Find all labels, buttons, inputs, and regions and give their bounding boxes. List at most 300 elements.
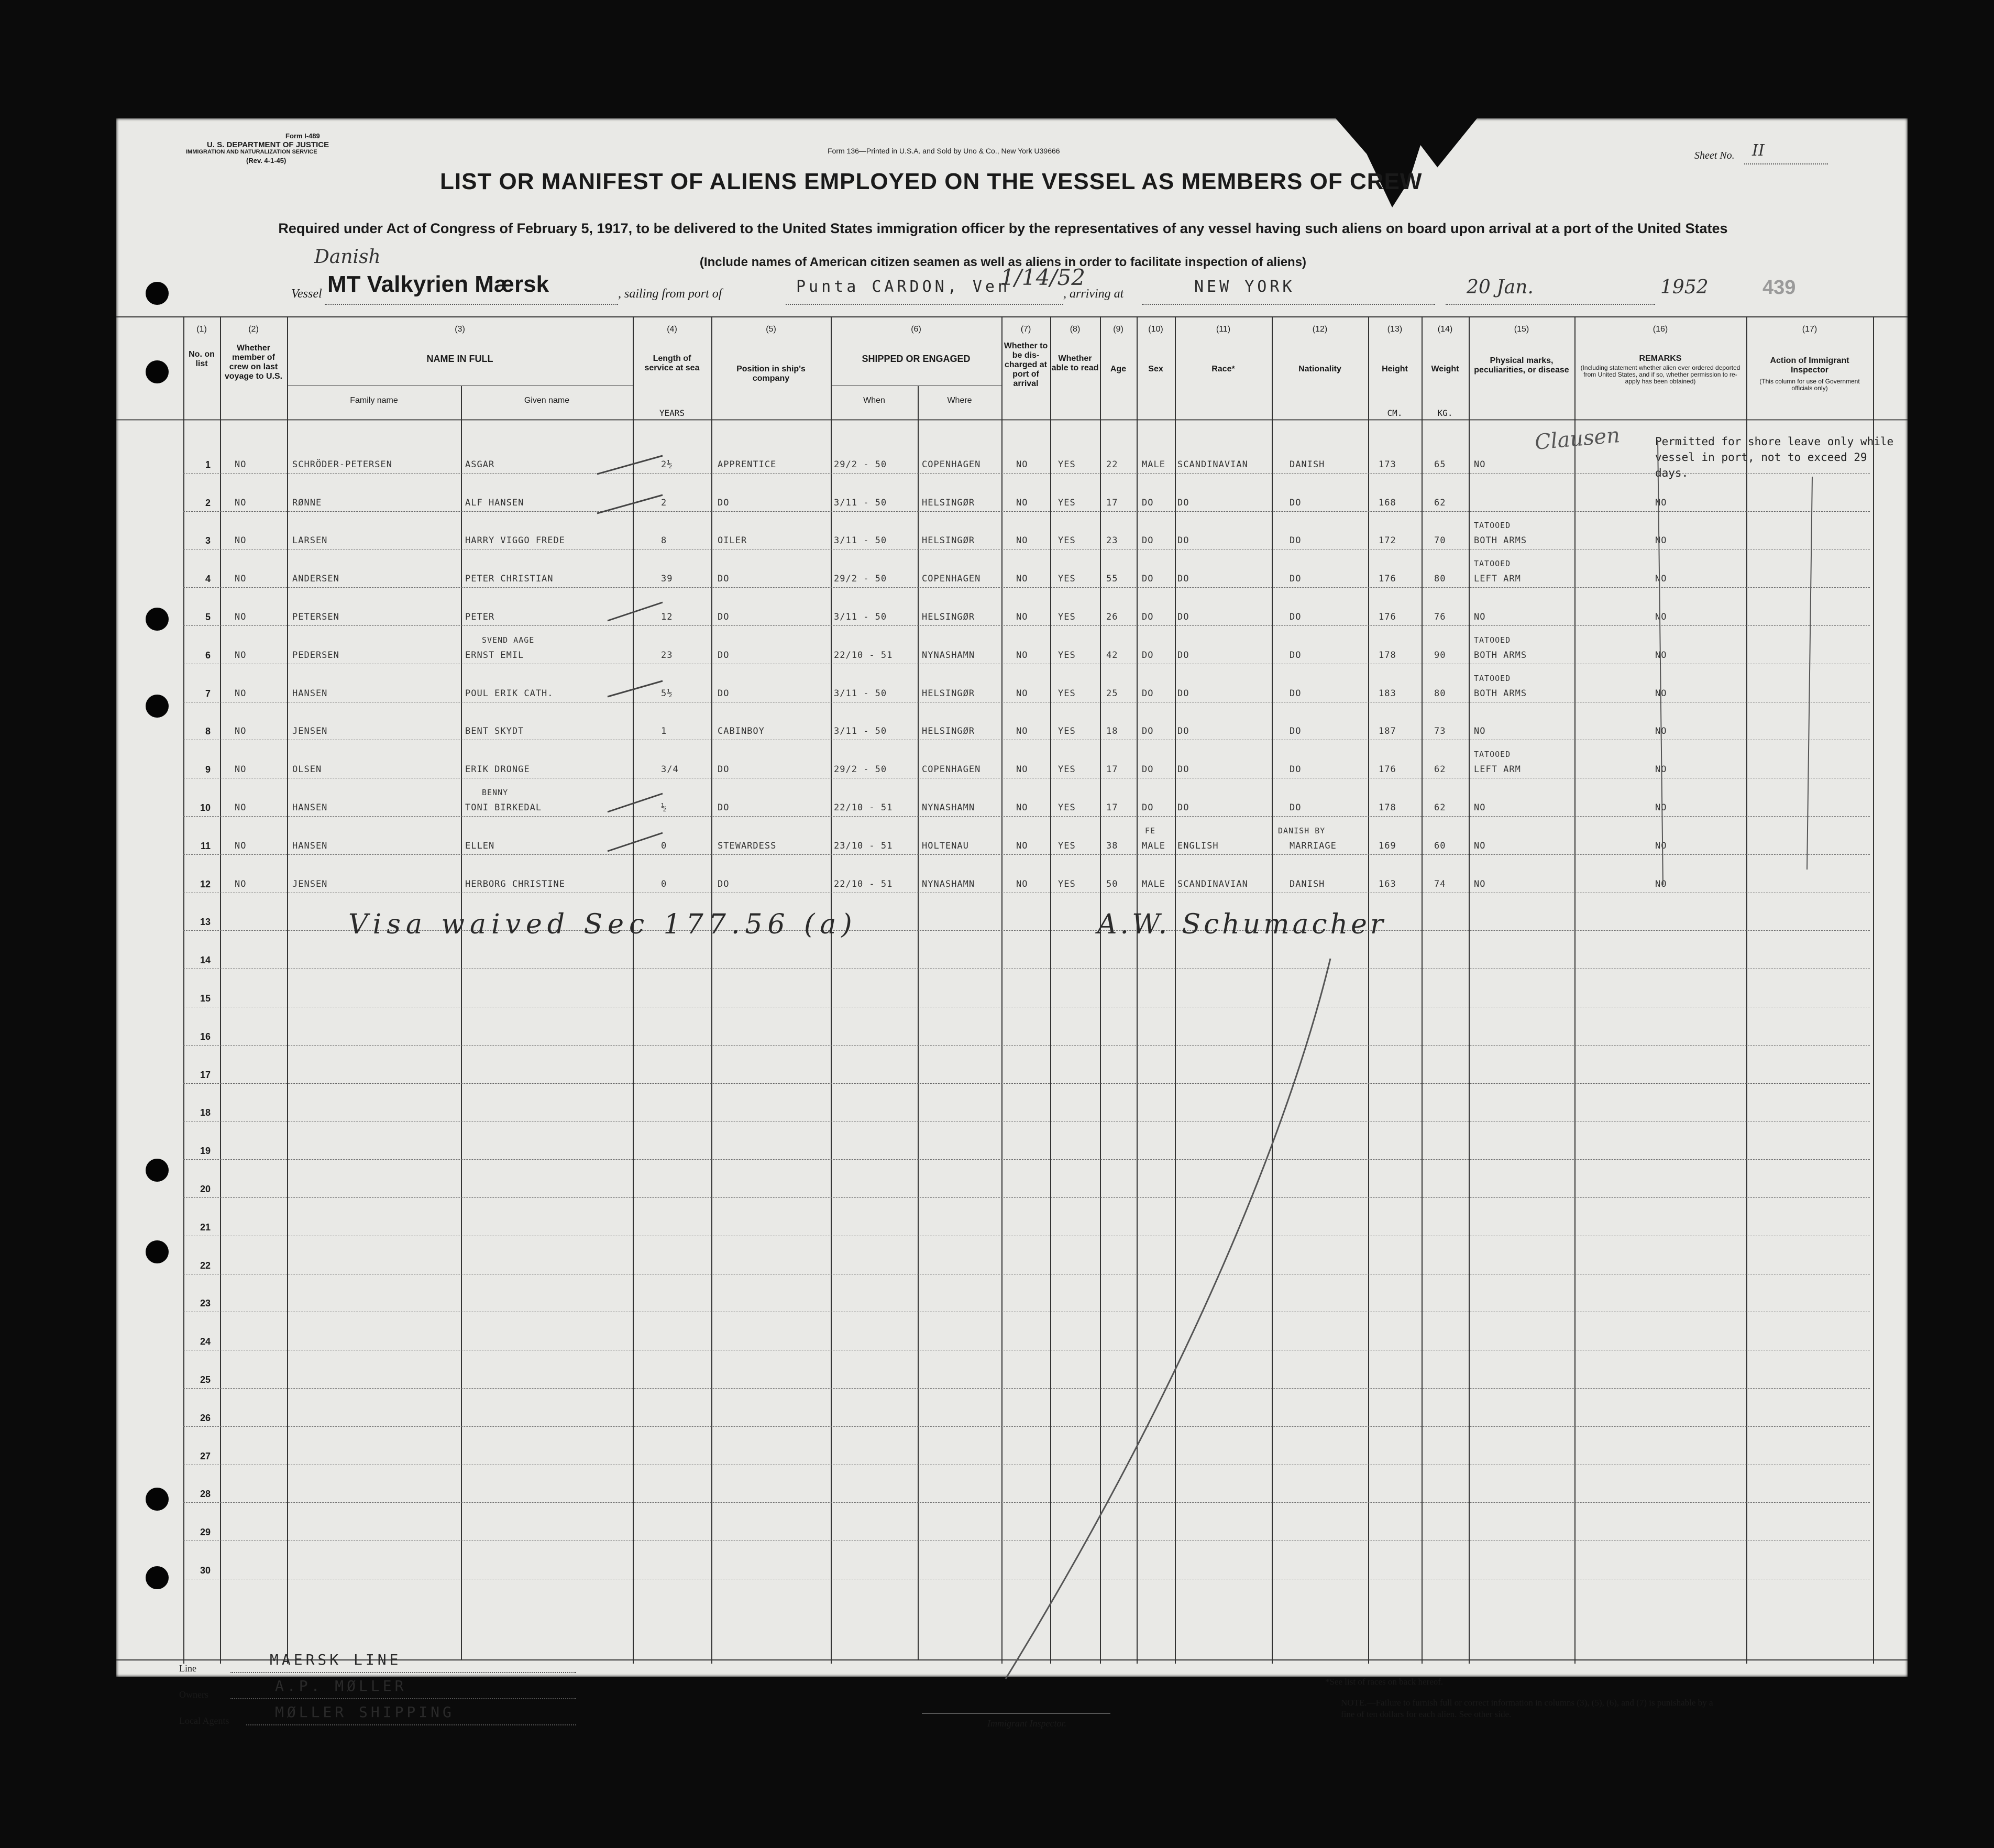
cell-sex: DO [1142, 498, 1154, 508]
visa-note: Visa waived Sec 177.56 (a) [348, 909, 857, 940]
sheet-number: II [1752, 141, 1765, 160]
cell-rem: NO [1655, 726, 1667, 736]
cell-when: 29/2 - 50 [834, 764, 887, 775]
cell-sex: DO [1142, 764, 1154, 775]
cell-where: HELSINGØR [922, 535, 975, 546]
cell-age: 18 [1106, 726, 1118, 736]
tick-mark [608, 681, 663, 697]
line-label: Line [179, 1663, 196, 1674]
cell-read: YES [1058, 498, 1076, 508]
cell-ht: 169 [1379, 841, 1396, 851]
printer-note: Form 136—Printed in U.S.A. and Sold by Uno & Co., New York U39666 [828, 147, 1060, 155]
cell-ht: 176 [1379, 574, 1396, 584]
inspector-signature: A.W. Schumacher [1097, 909, 1386, 940]
flag-note: Danish [314, 246, 381, 268]
col-header-family: Family name [350, 396, 398, 405]
cell-wt: 90 [1434, 650, 1446, 661]
cell-when: 22/10 - 51 [834, 879, 893, 889]
cell-pos: DO [718, 802, 730, 813]
cell-read: YES [1058, 574, 1076, 584]
col-header-discharged: Whether to be dis-charged at port of arrival [1004, 342, 1048, 388]
cell-last: NO [235, 650, 247, 661]
owners-underline [230, 1698, 576, 1699]
cell-given: ASGAR [465, 459, 495, 470]
col-header-height: Height [1382, 365, 1408, 373]
cell-sex: DO [1142, 574, 1154, 584]
cell-nat: DO [1290, 498, 1302, 508]
cell-svc: 2½ [661, 459, 673, 470]
col-unit-years: YEARS [659, 408, 685, 418]
cell-read: YES [1058, 688, 1076, 699]
cell-svc: 12 [661, 612, 673, 622]
action-bracket [1807, 477, 1812, 870]
cell-where: HELSINGØR [922, 498, 975, 508]
col-header-when: When [863, 396, 885, 405]
cell-family: PEDERSEN [292, 650, 339, 661]
cell-nat: DO [1290, 802, 1302, 813]
cell-pos: DO [718, 498, 730, 508]
cell-when: 3/11 - 50 [834, 726, 887, 736]
col-header-remarks: REMARKS [1639, 354, 1682, 363]
cell-ht: 178 [1379, 802, 1396, 813]
arriving-label: , arriving at [1063, 287, 1124, 301]
cell-marks: NO [1474, 726, 1486, 736]
col-num: (10) [1148, 325, 1163, 334]
cell-given: PETER [465, 612, 495, 622]
cell-nat: DO [1290, 764, 1302, 775]
cell-read: YES [1058, 459, 1076, 470]
cell-ht: 172 [1379, 535, 1396, 546]
cell-age: 42 [1106, 650, 1118, 661]
cell-age: 38 [1106, 841, 1118, 851]
row-number: 2 [205, 498, 211, 508]
cell-where: HELSINGØR [922, 612, 975, 622]
cell-when: 29/2 - 50 [834, 459, 887, 470]
cell-when: 3/11 - 50 [834, 612, 887, 622]
row-number: 10 [200, 802, 211, 813]
col-num: (9) [1113, 325, 1123, 334]
cell-marks: BOTH ARMS [1474, 650, 1527, 661]
col-num: (2) [248, 325, 259, 334]
inspector-label: Immigrant Inspector. [987, 1718, 1066, 1729]
cell-sex: MALE [1142, 459, 1165, 470]
cell-where: HELSINGØR [922, 726, 975, 736]
row-number: 24 [200, 1336, 211, 1347]
vessel-label: Vessel [291, 287, 322, 301]
cell-svc: 1 [661, 726, 667, 736]
cell-dis: NO [1016, 764, 1028, 775]
cell-last: NO [235, 574, 247, 584]
cell-marks: NO [1474, 841, 1486, 851]
cell-age: 23 [1106, 535, 1118, 546]
col-num: (11) [1216, 325, 1231, 334]
cell-given-above: BENNY [482, 788, 509, 797]
cell-dis: NO [1016, 688, 1028, 699]
col-num: (13) [1387, 325, 1403, 334]
col-header-where: Where [947, 396, 972, 405]
row-number: 19 [200, 1146, 211, 1156]
race-note: *See list of races on back hereof. [1325, 1677, 1444, 1687]
agents-value: MØLLER SHIPPING [275, 1703, 455, 1721]
cell-where: HOLTENAU [922, 841, 969, 851]
cell-dis: NO [1016, 612, 1028, 622]
cell-rem: NO [1655, 879, 1667, 889]
cell-where: COPENHAGEN [922, 574, 981, 584]
cell-when: 29/2 - 50 [834, 574, 887, 584]
cell-race: DO [1177, 612, 1189, 622]
cell-given: ELLEN [465, 841, 495, 851]
cell-sex: DO [1142, 802, 1154, 813]
cell-wt: 74 [1434, 879, 1446, 889]
cell-pos: DO [718, 612, 730, 622]
col-header-weight: Weight [1431, 365, 1459, 373]
cell-wt: 76 [1434, 612, 1446, 622]
cell-svc: 3/4 [661, 764, 679, 775]
cell-where: COPENHAGEN [922, 459, 981, 470]
cell-rem: NO [1655, 612, 1667, 622]
cell-age: 55 [1106, 574, 1118, 584]
cell-wt: 80 [1434, 574, 1446, 584]
cell-family: PETERSEN [292, 612, 339, 622]
col-header-no: No. on list [189, 350, 215, 368]
cell-pos: APPRENTICE [718, 459, 777, 470]
cell-where: NYNASHAMN [922, 650, 975, 661]
cell-family: JENSEN [292, 726, 328, 736]
cell-rem: NO [1655, 688, 1667, 699]
cell-where: HELSINGØR [922, 688, 975, 699]
col-num: (3) [455, 325, 465, 334]
row-number: 27 [200, 1451, 211, 1461]
sailing-date: 1/14/52 [1000, 265, 1085, 290]
row-number: 23 [200, 1298, 211, 1308]
tick-mark [608, 794, 663, 812]
cell-nat: DO [1290, 535, 1302, 546]
row-number: 4 [205, 574, 211, 584]
cell-age: 50 [1106, 879, 1118, 889]
sailing-port: Punta CARDON, Ven [796, 278, 1011, 296]
cell-last: NO [235, 459, 247, 470]
cell-rem: NO [1655, 764, 1667, 775]
line-value: MAERSK LINE [270, 1651, 402, 1668]
cell-svc: ½ [661, 802, 667, 813]
cell-dis: NO [1016, 879, 1028, 889]
row-number: 9 [205, 764, 211, 775]
cell-dis: NO [1016, 841, 1028, 851]
cell-rem: NO [1655, 535, 1667, 546]
col-unit-cm: CM. [1387, 408, 1403, 418]
cell-last: NO [235, 879, 247, 889]
cell-marks: NO [1474, 612, 1486, 622]
cell-pos: CABINBOY [718, 726, 765, 736]
cell-family: ANDERSEN [292, 574, 339, 584]
cell-sex: DO [1142, 612, 1154, 622]
cell-marks: LEFT ARM [1474, 574, 1521, 584]
cell-sex: DO [1142, 688, 1154, 699]
cell-given: ALF HANSEN [465, 498, 524, 508]
cell-family: OLSEN [292, 764, 322, 775]
col-subheader-remarks: (Including statement whether alien ever ordered deported from United States, and if so, whether permission to re-apply has been obtained) [1580, 364, 1740, 385]
cell-ht: 178 [1379, 650, 1396, 661]
cell-dis: NO [1016, 802, 1028, 813]
cell-marks: LEFT ARM [1474, 764, 1521, 775]
owners-label: Owners [179, 1689, 208, 1700]
cell-read: YES [1058, 879, 1076, 889]
col-num: (1) [196, 325, 207, 334]
cell-dis: NO [1016, 650, 1028, 661]
cell-last: NO [235, 612, 247, 622]
cell-last: NO [235, 802, 247, 813]
cell-rem: NO [1655, 650, 1667, 661]
cell-pos: STEWARDESS [718, 841, 777, 851]
subtitle: Required under Act of Congress of February 5, 1917, to be delivered to the United States immigration officer by the representatives of any vessel having such aliens on board upon arrival at a port of the United States [278, 221, 1728, 236]
col-num: (4) [667, 325, 677, 334]
row-number: 12 [200, 879, 211, 889]
cell-rem: NO [1655, 802, 1667, 813]
col-header-action: Action of Immigrant Inspector [1770, 356, 1849, 375]
cell-pos: DO [718, 879, 730, 889]
cell-family: RØNNE [292, 498, 322, 508]
cell-when: 23/10 - 51 [834, 841, 893, 851]
col-header-given: Given name [524, 396, 570, 405]
cell-ht: 176 [1379, 764, 1396, 775]
tick-mark [608, 602, 663, 621]
cell-read: YES [1058, 841, 1076, 851]
cell-marks-above: TATOOED [1474, 635, 1511, 645]
col-num: (6) [911, 325, 921, 334]
owners-value: A.P. MØLLER [275, 1677, 407, 1695]
row-number: 16 [200, 1031, 211, 1042]
cell-last: NO [235, 764, 247, 775]
department: U. S. DEPARTMENT OF JUSTICE [207, 140, 329, 149]
cell-family: LARSEN [292, 535, 328, 546]
cell-last: NO [235, 498, 247, 508]
include-note: (Include names of American citizen seamen as well as aliens in order to facilitate inspection of aliens) [699, 255, 1307, 269]
cell-rem: NO [1655, 841, 1667, 851]
cell-given: TONI BIRKEDAL [465, 802, 542, 813]
row-number: 7 [205, 688, 211, 699]
cell-rem: NO [1655, 574, 1667, 584]
cell-dis: NO [1016, 498, 1028, 508]
col-header-race: Race* [1211, 365, 1235, 373]
cell-read: YES [1058, 650, 1076, 661]
cell-race: ENGLISH [1177, 841, 1219, 851]
row-number: 17 [200, 1070, 211, 1080]
col-header-last-voyage: Whether member of crew on last voyage to U.S. [224, 344, 283, 381]
cell-last: NO [235, 841, 247, 851]
cell-last: NO [235, 726, 247, 736]
cell-sex: DO [1142, 535, 1154, 546]
row-number: 22 [200, 1260, 211, 1271]
remarks-stamp: Permitted for shore leave only while vessel in port, not to exceed 29 days. [1655, 435, 1894, 479]
row-number: 3 [205, 535, 211, 546]
sailing-label: , sailing from port of [618, 287, 722, 301]
cell-where: NYNASHAMN [922, 802, 975, 813]
cell-read: YES [1058, 764, 1076, 775]
cell-svc: 0 [661, 879, 667, 889]
cell-race: SCANDINAVIAN [1177, 459, 1248, 470]
cell-age: 17 [1106, 764, 1118, 775]
col-num: (7) [1020, 325, 1031, 334]
row-number: 18 [200, 1107, 211, 1118]
row-number: 5 [205, 612, 211, 622]
cell-svc: 2 [661, 498, 667, 508]
tick-mark [608, 833, 663, 851]
cell-wt: 80 [1434, 688, 1446, 699]
cell-read: YES [1058, 535, 1076, 546]
vessel-name: MT Valkyrien Mærsk [327, 271, 549, 297]
row-number: 26 [200, 1413, 211, 1423]
row-number: 30 [200, 1565, 211, 1576]
row-number: 14 [200, 955, 211, 965]
cell-read: YES [1058, 802, 1076, 813]
row-number: 21 [200, 1222, 211, 1233]
row-number: 29 [200, 1527, 211, 1537]
remarks-signature: Clausen [1534, 423, 1621, 455]
cell-ht: 176 [1379, 612, 1396, 622]
cell-given: BENT SKYDT [465, 726, 524, 736]
cell-ht: 183 [1379, 688, 1396, 699]
cell-race: SCANDINAVIAN [1177, 879, 1248, 889]
cell-nat: MARRIAGE [1290, 841, 1337, 851]
cell-marks-above: TATOOED [1474, 521, 1511, 530]
row-number: 15 [200, 993, 211, 1004]
cancel-line [1006, 959, 1330, 1679]
cell-when: 3/11 - 50 [834, 535, 887, 546]
cell-race: DO [1177, 498, 1189, 508]
cell-wt: 70 [1434, 535, 1446, 546]
cell-given-above: SVEND AAGE [482, 635, 535, 645]
cell-race: DO [1177, 574, 1189, 584]
col-header-read: Whether able to read [1051, 354, 1099, 372]
cell-wt: 62 [1434, 498, 1446, 508]
tick-mark [597, 456, 663, 474]
row-number: 28 [200, 1489, 211, 1499]
arriving-port: NEW YORK [1194, 278, 1295, 296]
cell-nat: DANISH [1290, 879, 1325, 889]
cell-rem: NO [1655, 498, 1667, 508]
cell-family: SCHRÖDER-PETERSEN [292, 459, 392, 470]
stamp-number: 439 [1762, 277, 1796, 299]
cell-read: YES [1058, 726, 1076, 736]
remarks-bracket [1658, 440, 1663, 885]
cell-sex: DO [1142, 650, 1154, 661]
col-num: (8) [1070, 325, 1081, 334]
cell-when: 22/10 - 51 [834, 650, 893, 661]
cell-when: 3/11 - 50 [834, 688, 887, 699]
cell-svc: 23 [661, 650, 673, 661]
cell-family: JENSEN [292, 879, 328, 889]
cell-age: 25 [1106, 688, 1118, 699]
cell-age: 17 [1106, 498, 1118, 508]
cell-race: DO [1177, 726, 1189, 736]
cell-marks: BOTH ARMS [1474, 688, 1527, 699]
cell-family: HANSEN [292, 688, 328, 699]
cell-age: 26 [1106, 612, 1118, 622]
cell-pos: DO [718, 764, 730, 775]
cell-given: PETER CHRISTIAN [465, 574, 554, 584]
cell-wt: 60 [1434, 841, 1446, 851]
cell-dis: NO [1016, 574, 1028, 584]
cell-marks-above: TATOOED [1474, 750, 1511, 759]
row-number: 11 [200, 841, 211, 851]
revision: (Rev. 4-1-45) [246, 157, 287, 164]
col-header-age: Age [1110, 365, 1127, 373]
cell-last: NO [235, 688, 247, 699]
cell-pos: OILER [718, 535, 747, 546]
col-num: (16) [1653, 325, 1668, 334]
cell-family: HANSEN [292, 841, 328, 851]
penalty-note [1341, 1697, 1728, 1720]
cell-wt: 73 [1434, 726, 1446, 736]
cell-nat: DO [1290, 612, 1302, 622]
cell-sex: MALE [1142, 879, 1165, 889]
cell-dis: NO [1016, 726, 1028, 736]
cell-dis: NO [1016, 535, 1028, 546]
row-number: 25 [200, 1374, 211, 1385]
cell-marks: NO [1474, 802, 1486, 813]
cell-given: POUL ERIK CATH. [465, 688, 554, 699]
cell-marks: BOTH ARMS [1474, 535, 1527, 546]
cell-last: NO [235, 535, 247, 546]
col-header-shipped: SHIPPED OR ENGAGED [862, 354, 971, 364]
cell-when: 22/10 - 51 [834, 802, 893, 813]
col-num: (17) [1802, 325, 1817, 334]
cell-where: NYNASHAMN [922, 879, 975, 889]
cell-age: 17 [1106, 802, 1118, 813]
cell-given: ERNST EMIL [465, 650, 524, 661]
page-title: LIST OR MANIFEST OF ALIENS EMPLOYED ON THE VESSEL AS MEMBERS OF CREW [440, 169, 1423, 194]
cell-marks-above: TATOOED [1474, 559, 1511, 568]
inspector-underline [922, 1713, 1110, 1714]
tick-mark [597, 495, 663, 513]
form-number: Form I-489 [285, 132, 320, 140]
note-label: NOTE. [1341, 1698, 1367, 1708]
row-number: 20 [200, 1184, 211, 1194]
col-header-nationality: Nationality [1298, 365, 1341, 373]
cell-wt: 62 [1434, 802, 1446, 813]
cell-nat: DO [1290, 650, 1302, 661]
row-number: 6 [205, 650, 211, 661]
cell-race: DO [1177, 535, 1189, 546]
col-num: (14) [1437, 325, 1453, 334]
col-subheader-action: (This column for use of Government officials only) [1759, 378, 1860, 392]
agents-underline [246, 1724, 576, 1725]
agents-label: Local Agents [179, 1715, 229, 1726]
cell-wt: 62 [1434, 764, 1446, 775]
cell-nat: DO [1290, 688, 1302, 699]
arrival-year: 1952 [1660, 277, 1709, 298]
row-number: 8 [205, 726, 211, 736]
cell-where: COPENHAGEN [922, 764, 981, 775]
cell-marks-above: TATOOED [1474, 674, 1511, 683]
cell-wt: 65 [1434, 459, 1446, 470]
note-text: —Failure to furnish full or correct information in columns (3), (5), (6), and (7) is punishable by a fine of ten dollars for each alien. See other side. [1341, 1698, 1713, 1719]
line-underline [230, 1672, 576, 1673]
cell-dis: NO [1016, 459, 1028, 470]
col-header-service: Length of service at sea [644, 354, 700, 372]
cell-ht: 163 [1379, 879, 1396, 889]
col-num: (5) [766, 325, 776, 334]
cell-sex: DO [1142, 726, 1154, 736]
row-number: 13 [200, 917, 211, 927]
cell-sex: MALE [1142, 841, 1165, 851]
cell-marks: NO [1474, 459, 1486, 470]
col-header-position: Position in ship's company [736, 365, 806, 383]
cell-pos: DO [718, 574, 730, 584]
cell-marks: NO [1474, 879, 1486, 889]
cell-svc: 8 [661, 535, 667, 546]
cell-nat: DO [1290, 574, 1302, 584]
